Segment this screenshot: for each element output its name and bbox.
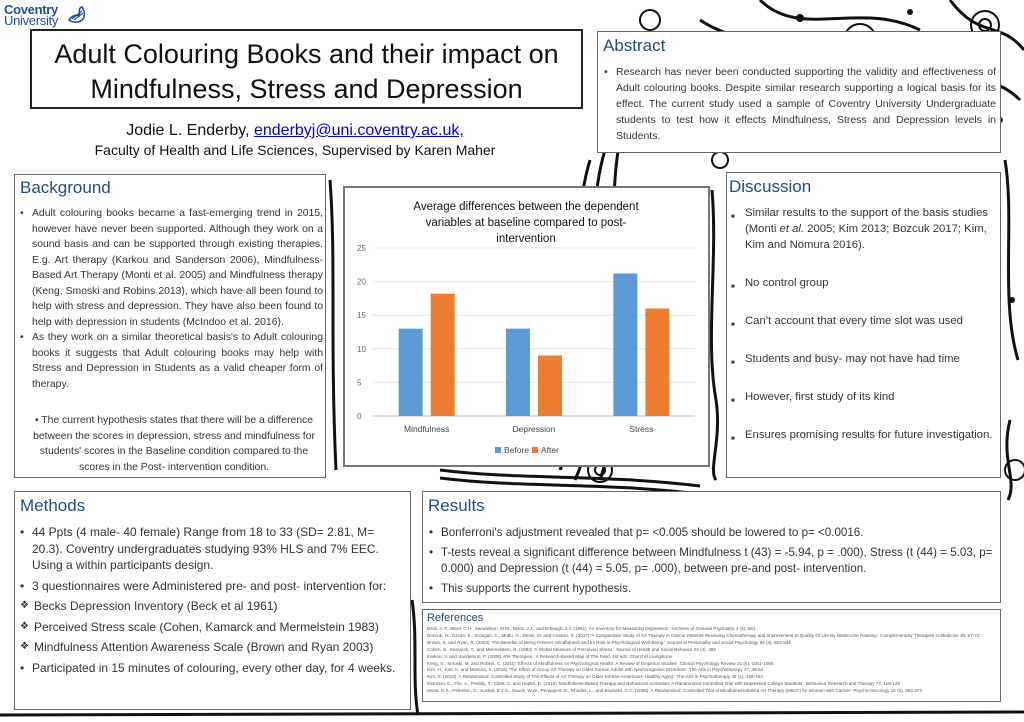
reference-item: Monti, D.A., Peterson, C., Kunkel, E.J.S., Hauck, W.W., Pequignot, E., Rhodes, L., and Brainard, G.C. (2006) 'A Randomized, Controlled Trial of Mindfulness-Based Art Therapy (MBAT) for Women with Cancer.' Psycho-Oncology 15 (5), 363-373 (427, 688, 923, 694)
background-section (14, 174, 326, 478)
poster-title-line-2: Mindfulness, Stress and Depression (90, 74, 523, 104)
legend-swatch-after (532, 447, 538, 453)
bar-after-mindfulness (431, 294, 455, 416)
logo-line-2: University (4, 13, 59, 28)
y-tick-label: 15 (357, 311, 366, 321)
results-chart-box (343, 186, 710, 467)
discussion-heading: Discussion (729, 177, 812, 196)
bar-after-stress (645, 308, 669, 416)
chart-title-line: variables at baseline compared to post- (425, 217, 627, 229)
results-item: • T-tests reveal a significant difference between Mindfulness t (43) = -5.94, p = .000), Stress (t (44) = 5.03, p= 0.000) and Depression (t (44) = 5.05, p= .000), between pre-and post- intervention. (429, 545, 995, 577)
bar-before-depression (506, 329, 530, 416)
poster-title (32, 37, 581, 107)
author-affiliation: Faculty of Health and Life Sciences, Supervised by Karen Maher (94, 142, 496, 158)
y-tick-label: 20 (357, 277, 366, 287)
x-tick-label: Stress (629, 424, 654, 434)
author-name: Jodie L. Enderby, (126, 122, 254, 139)
legend-label-before: Before (504, 445, 530, 455)
chart-title-line: Average differences between the dependent (413, 201, 639, 213)
reference-item: Kim, S. (2013) 'A Randomized, Controlled Study of The Effects of Art Therapy on Older Korean-Americans' Healthy Aging'. The Arts in Psychotherapy 40 (1), 158-164 (427, 674, 763, 680)
methods-list (20, 524, 408, 676)
results-item: • Bonferroni's adjustment revealed that p= <0.005 should be lowered to p= <0.0016. (429, 525, 995, 541)
background-bullet: • Adult colouring books became a fast-emerging trend in 2015, however have never been supported. Although they work on a sound basis and can be supported through existing therapies. E.g. Art therapy (Karkou and Sanderson 2006), Mindfulness-Based Art Therapy (Monti et al. 2005) and Mindfulness therapy (Keng, Smoski and Robins 2013), which have all been found to help with stress and depression. They have also been found to help with depression in students (McIndoo et al. 2016). (20, 206, 323, 330)
author-email-link[interactable]: enderbyj@uni.coventry.ac.uk, (253, 122, 464, 139)
references-section (422, 609, 1001, 702)
discussion-item-emphasis: et al. (779, 223, 805, 235)
y-tick-label: 0 (357, 412, 362, 421)
methods-questionnaire: ❖ Mindfulness Attention Awareness Scale (Brown and Ryan 2003) (20, 639, 408, 656)
poster-title-line-1: Adult Colouring Books and their impact on (54, 39, 559, 69)
legend-label-after: After (541, 445, 559, 455)
x-tick-label: Mindfulness (403, 424, 450, 434)
reference-item: Cohen, S., Kamarck, T., and Mermelstein, R. (1983) 'A Global Measure of Perceived Stress.' Journal of Health and Social Behavior 24 (4), 385 (427, 646, 716, 652)
hypothesis-text: • The current hypothesis states that there will be a difference between the scores in depression, stress and mindfulness for students' scores in the Baseline condition compared to the scores in the Post- intervention condition. (33, 415, 315, 473)
results-section (422, 491, 1001, 603)
bar-before-stress (613, 274, 637, 416)
bar-after-depression (538, 356, 562, 416)
methods-item: • 3 questionnaires were Administered pre- and post- intervention for: (20, 578, 408, 595)
author-line (40, 122, 550, 140)
abstract-heading: Abstract (603, 36, 666, 55)
methods-item: • Participated in 15 minutes of colouring, every other day, for 4 weeks. (20, 660, 408, 677)
abstract-list (604, 64, 996, 144)
discussion-item: ■ Ensures promising results for future investigation. (731, 427, 997, 443)
discussion-list (731, 205, 997, 443)
y-tick-label: 5 (357, 378, 362, 388)
methods-questionnaire: ❖ Perceived Stress scale (Cohen, Kamarck and Mermelstein 1983) (20, 619, 408, 636)
abstract-section (597, 31, 1001, 153)
results-item: • This supports the current hypothesis. (429, 581, 995, 597)
results-list (429, 525, 995, 597)
reference-item: McIndoo, C., File, A., Preddy, T., Clark, C. and Hopko, D. (2016) 'Mindfulness-Based Therapy and Behavioral Activation: A Randomized Controlled Trial with Depressed College Students'. Behaviour Research and Therapy 77, 118-128 (427, 681, 900, 687)
chart-title-line: intervention (496, 233, 556, 245)
poster-title-box (30, 29, 583, 109)
discussion-item-text-end: 2005; Kim 2013; Bozcuk 2017; Kim, Kim and Nomura 2016). (745, 223, 987, 251)
x-tick-label: Depression (512, 424, 556, 434)
discussion-item-text: Similar results to the support of the basis studies (Monti (745, 207, 988, 235)
methods-section (14, 491, 411, 710)
author-block (40, 122, 550, 158)
references-heading: References (427, 612, 484, 624)
methods-heading: Methods (20, 496, 86, 515)
discussion-item: ■ However, first study of its kind (731, 389, 997, 405)
reference-item: Kim, H., Kim, K. and Nomura, S. (2016) 'The Effect of Group Art Therapy on Older Korean Adults with Neurocognitive Disorders'. The Arts in Psychotherapy 47, 48-54 (427, 667, 764, 673)
y-tick-label: 25 (357, 244, 366, 253)
reference-item: Karkou, V. and Sanderson, P. (2006) Arts Therapies : A Research-Based Map of The Field. 1st edn. Churchill Livingstone (427, 653, 673, 659)
discussion-item (731, 205, 997, 253)
university-logo (2, 2, 90, 28)
references-list (427, 626, 997, 700)
results-heading: Results (428, 496, 485, 515)
reference-item: Bozcuk, H., Ozcan, K., Erdogan, C., Mutlu, H., Demir, M. and Coskun, S. (2017) 'A Comparative Study of Art Therapy in Cancer Patients Receiving Chemotherapy and Improvement In Quality Of Life By Watercolor Painting'. Complementary Therapies in Medicine 30, 67-72 (427, 632, 980, 638)
reference-item: Brown, K. and Ryan, R. (2003) 'The Benefits of Being Present: Mindfulness and Its Role in Psychological Well-Being.' Journal of Personality and Social Psychology 84 (4), 822-848 (427, 639, 792, 645)
background-heading: Background (20, 178, 111, 197)
methods-item: • 44 Ppts (4 male- 40 female) Range from 18 to 33 (SD= 2.81, M= 20.3). Coventry undergraduates studying 93% HLS and 7% EEC. Using a within participants design. (20, 524, 408, 574)
background-list (20, 206, 323, 392)
discussion-item: ■ Can’t account that every time slot was used (731, 313, 997, 329)
discussion-item: ■ No control group (731, 275, 997, 291)
background-bullet: • As they work on a similar theoretical basis's to Adult colouring books it suggests that Adult colouring books may help with Stress and Depression in Students as a valid cheaper form of therapy. (20, 330, 323, 392)
y-tick-label: 10 (357, 344, 366, 354)
reference-item: Keng, S., Smoski, M. and Robins, C. (2011) 'Effects of Mindfulness on Psychological Health: A Review of Empirical Studies'. Clinical Psychology Review 31 (6), 1041-1056 (427, 660, 774, 666)
discussion-section (726, 172, 1001, 478)
swan-logo-icon (66, 4, 88, 26)
abstract-text: • Research has never been conducted supporting the validity and effectiveness of Adult colouring books. Despite similar research supporting a logical basis for its effect. The current study used a sample of Coventry University Undergraduate students to test how it effects Mindfulness, Stress and Depression levels in Students. (604, 64, 996, 144)
logo-line-1: Coventry (4, 2, 58, 17)
discussion-item: ■ Students and busy- may not have had time (731, 351, 997, 367)
legend-swatch-before (495, 447, 501, 453)
reference-item: Beck, A.T., Ward, C.H., Mendelson, M.M., Mock, J.J., and Erbaugh, J.J. (1961) 'An Inventory for Measuring Depression.' Archives of General Psychiatry 4 (6), 561 (427, 626, 756, 631)
bar-chart (345, 188, 708, 465)
methods-questionnaire: ❖ Becks Depression Inventory (Beck et al 1961) (20, 598, 408, 615)
bar-before-mindfulness (399, 329, 423, 416)
